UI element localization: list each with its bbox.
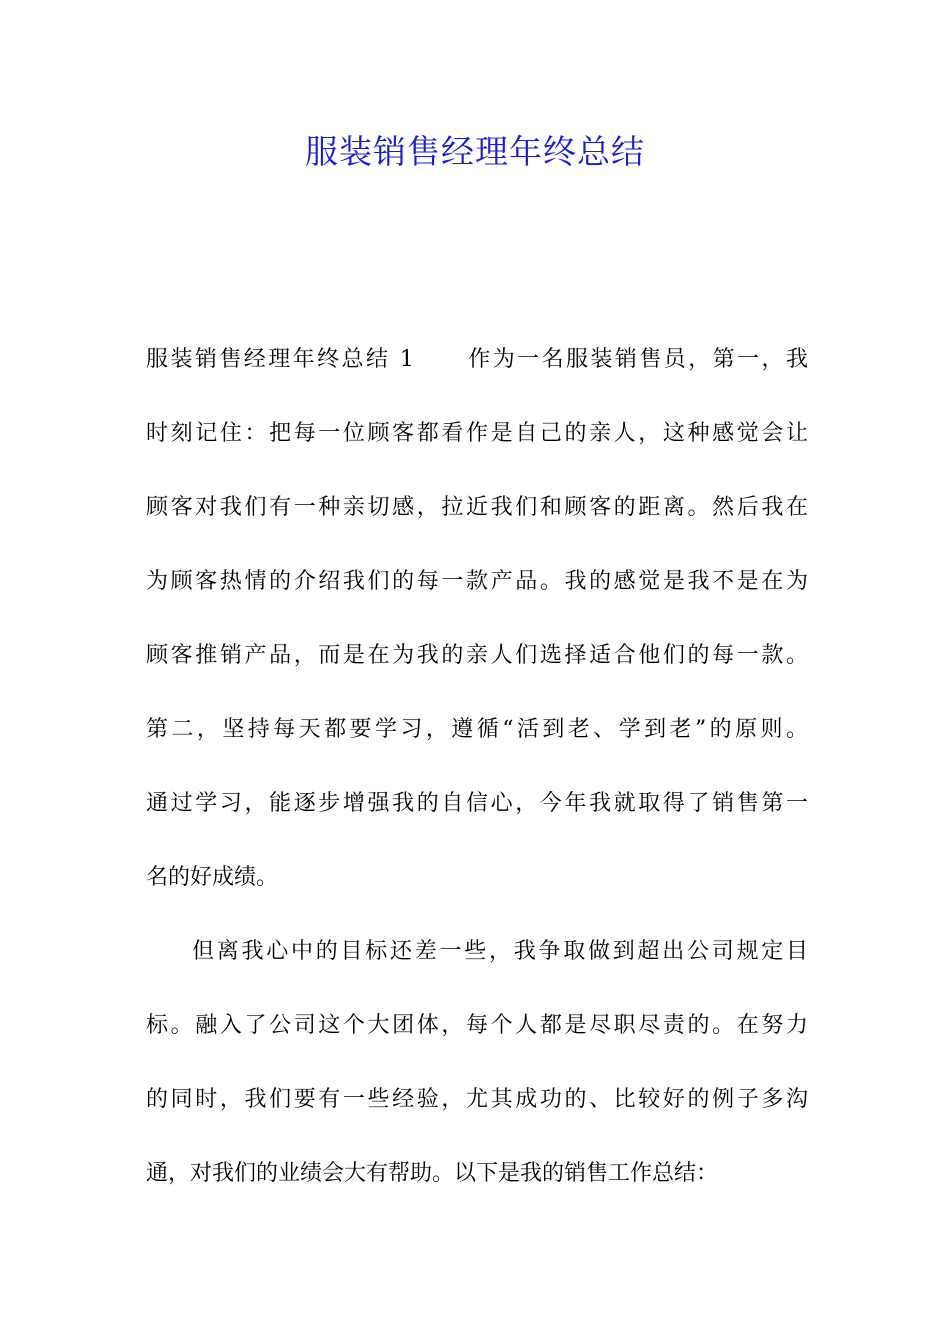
section-heading: 服装销售经理年终总结 1 xyxy=(146,347,414,372)
paragraph-line: 但离我心中的目标还差一些，我争取做到超出公司规定目 xyxy=(192,939,808,964)
document-title: 服装销售经理年终总结 xyxy=(305,132,645,171)
document-body xyxy=(146,338,808,1226)
paragraph-line: 通，对我们的业绩会大有帮助。以下是我的销售工作总结： xyxy=(146,1161,719,1186)
paragraph-line: 第二，坚持每天都要学习，遵循“活到老、学到老”的原则。 xyxy=(146,717,808,742)
paragraph-line: 为顾客热情的介绍我们的每一款产品。我的感觉是我不是在为 xyxy=(146,569,808,594)
paragraph-line: 顾客对我们有一种亲切感，拉近我们和顾客的距离。然后我在 xyxy=(146,495,808,520)
paragraph-line: 标。融入了公司这个大团体，每个人都是尽职尽责的。在努力 xyxy=(146,1013,808,1038)
paragraph-line: 通过学习，能逐步增强我的自信心，今年我就取得了销售第一 xyxy=(146,791,808,816)
paragraph-line: 的同时，我们要有一些经验，尤其成功的、比较好的例子多沟 xyxy=(146,1087,808,1112)
paragraph-line: 名的好成绩。 xyxy=(146,865,279,890)
paragraph-line xyxy=(146,338,808,412)
line-text: 作为一名服装销售员，第一，我 xyxy=(465,347,808,372)
paragraph-line: 时刻记住：把每一位顾客都看作是自己的亲人，这种感觉会让 xyxy=(146,421,808,446)
paragraph-line: 顾客推销产品，而是在为我的亲人们选择适合他们的每一款。 xyxy=(146,643,808,668)
